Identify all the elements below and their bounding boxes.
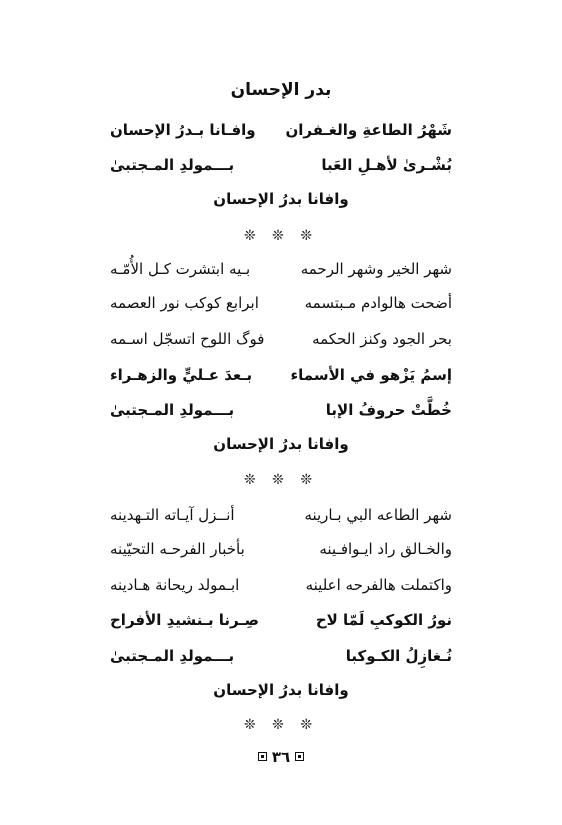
verse-second-hemistich: ابـمولد ريحانة هـادينه (110, 576, 240, 594)
ornament-square-icon (258, 752, 267, 761)
verse-second-hemistich: ابرابع كوكب نور العصمه (110, 294, 259, 312)
verse-line (110, 611, 452, 641)
verse-line (110, 294, 452, 324)
verse-first-hemistich: والخـالق راد ايـوافـينه (319, 540, 452, 558)
refrain-line: وافانا بدرُ الإحسان (213, 435, 349, 453)
verse-line (110, 366, 452, 396)
verse-line (110, 647, 452, 677)
verse-line (110, 540, 452, 570)
verse-first-hemistich: واكتملت هالفرحه اعلينه (305, 576, 452, 594)
verse-first-hemistich: بحر الجود وكنز الحكمه (312, 330, 452, 348)
verse-second-hemistich: بـيه ابتشرت كـل الأُمّـه (110, 260, 251, 278)
verse-line (110, 260, 452, 290)
page-number (0, 748, 562, 766)
verse-first-hemistich: شَهْرُ الطاعةِ والغـفران (285, 121, 452, 139)
verse-line (110, 576, 452, 606)
verse-second-hemistich: بـــمولدِ المـجتبىٰ (110, 156, 235, 174)
verse-line (110, 156, 452, 186)
verse-line (110, 330, 452, 360)
verse-line (110, 121, 452, 151)
verse-second-hemistich: بـــمولدِ المـجتبىٰ (110, 401, 235, 419)
section-divider-stars: ❊ ❊ ❊ (243, 228, 319, 244)
section-divider-stars: ❊ ❊ ❊ (243, 717, 319, 733)
verse-line (110, 506, 452, 536)
verse-line (110, 401, 452, 431)
verse-first-hemistich: نُـغازِلُ الكـوكبا (345, 647, 452, 665)
verse-first-hemistich: شهر الخير وشهر الرحمه (300, 260, 452, 278)
verse-second-hemistich: بـعدَ عـليٍّ والزهـراء (110, 366, 253, 384)
verse-first-hemistich: إسمُ يَزْهو في الأسماء (290, 366, 452, 384)
verse-second-hemistich: وافـانا بـدرُ الإحسان (110, 121, 256, 139)
section-divider-stars: ❊ ❊ ❊ (243, 472, 319, 488)
verse-second-hemistich: بـــمولدِ المـجتبىٰ (110, 647, 235, 665)
verse-first-hemistich: أضحت هالوادم مـبتسمه (304, 294, 452, 312)
refrain-line: وافانا بدرُ الإحسان (213, 190, 349, 208)
verse-second-hemistich: صِـرنا بـنشيدِ الأفراح (110, 611, 260, 629)
verse-second-hemistich: أنــزل آيـاته التـهدينه (110, 506, 235, 524)
verse-first-hemistich: شهر الطاعه البي بـارينه (304, 506, 452, 524)
verse-second-hemistich: بأخبار الفرحـه التحيّينه (110, 540, 245, 558)
verse-second-hemistich: فوگ اللوح اتسجّل اسـمه (110, 330, 265, 348)
ornament-square-icon (295, 752, 304, 761)
verse-first-hemistich: خُطَّتْ حروفُ الإبا (325, 401, 452, 419)
refrain-line: وافانا بدرُ الإحسان (213, 681, 349, 699)
verse-first-hemistich: بُشْـرىٰ لأهـلِ العَبا (321, 156, 452, 174)
page-number-text: ٣٦ (271, 748, 291, 766)
verse-first-hemistich: نورُ الكوكبِ لَمّا لاح (315, 611, 452, 629)
poem-title: بدر الإحسان (230, 80, 332, 100)
